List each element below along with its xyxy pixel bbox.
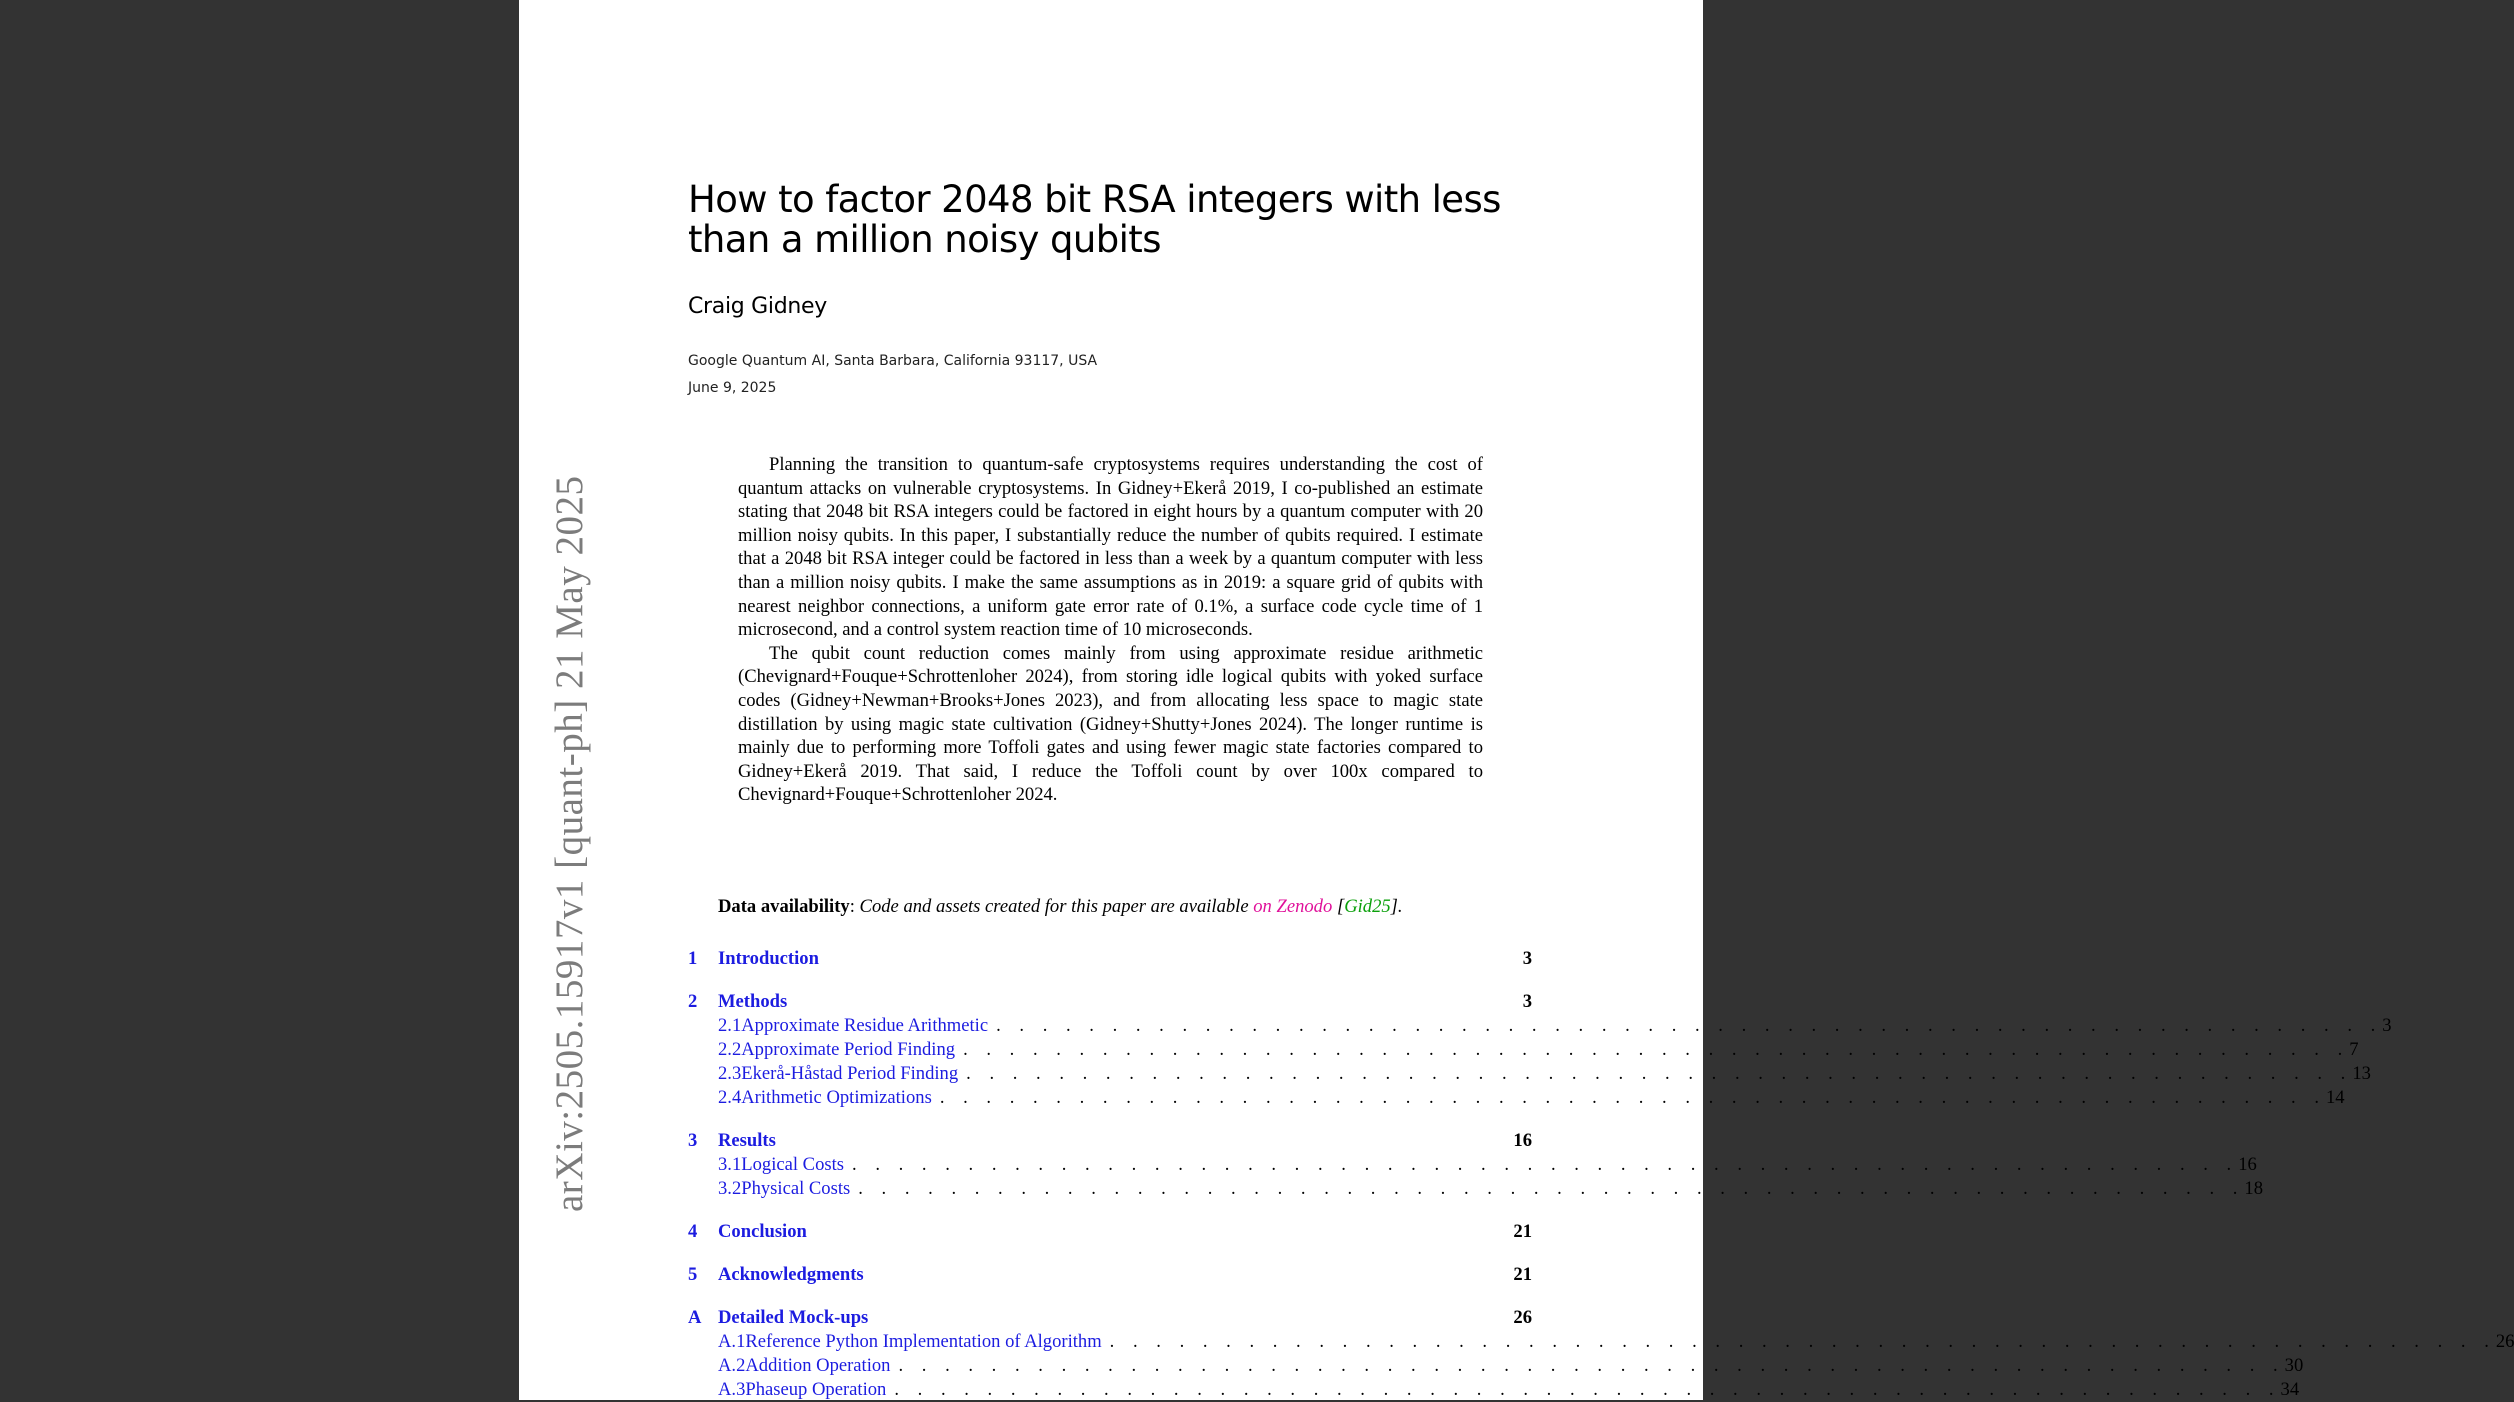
toc-subsection[interactable] [688, 1086, 2345, 1110]
toc-leader-dots: . . . . . . . . . . . . . . . . . . . . . . . . . . . . . . . . . . . . . . . . . . . . . . . . . . . . . . . . . . . . [852, 1154, 2239, 1175]
toc-section[interactable] [688, 1306, 1532, 1330]
toc-subsection-link[interactable]: Reference Python Implementation of Algorithm [745, 1331, 1102, 1352]
table-of-contents [688, 947, 2514, 1402]
data-availability-colon: : [849, 896, 855, 917]
toc-section-number: 2 [688, 991, 698, 1012]
toc-section-page: 21 [1513, 1264, 1532, 1285]
toc-subsection-number: 2.2 [718, 1039, 742, 1060]
toc-section[interactable] [688, 947, 1532, 971]
citation-link[interactable]: Gid25 [1344, 896, 1391, 917]
abstract-paragraph: The qubit count reduction comes mainly from using approximate residue arithmetic (Chevignard+Fouque+Schrottenloher 2024), from storing idle logical qubits with yoked surface codes (Gidney+Newman+Brooks+Jones 2023), and from allocating less space to magic state distillation by using magic state cultivation (Gidney+Shutty+Jones 2024). The longer runtime is mainly due to performing more Toffoli gates and using fewer magic state factories compared to Gidney+Ekerå 2019. That said, I reduce the Toffoli count by over 100x compared to Chevignard+Fouque+Schrottenloher 2024. [738, 642, 1483, 806]
toc-section[interactable] [688, 990, 1532, 1014]
toc-leader-dots: . . . . . . . . . . . . . . . . . . . . . . . . . . . . . . . . . . . . . . . . . . . . . . . . . . . . . . . . . . . . [1109, 1331, 2496, 1352]
toc-subsection-number: 2.4 [718, 1087, 742, 1108]
toc-subsection[interactable] [688, 1038, 2359, 1062]
toc-subsection-link[interactable]: Ekerå-Håstad Period Finding [741, 1063, 959, 1084]
toc-section-number: 1 [688, 948, 698, 969]
toc-subsection-number: A.2 [718, 1355, 746, 1376]
toc-section-link[interactable]: Methods [718, 991, 788, 1012]
author-name: Craig Gidney [688, 294, 827, 319]
toc-subsection-link[interactable]: Phaseup Operation [745, 1379, 887, 1400]
toc-subsection[interactable] [688, 1177, 2264, 1201]
toc-section-number: 5 [688, 1264, 698, 1285]
toc-subsection-page: 7 [2349, 1039, 2359, 1060]
zenodo-link[interactable]: on Zenodo [1253, 896, 1333, 917]
toc-subsection[interactable] [688, 1378, 2300, 1402]
toc-section-link[interactable]: Conclusion [718, 1221, 807, 1242]
toc-leader-dots: . . . . . . . . . . . . . . . . . . . . . . . . . . . . . . . . . . . . . . . . . . . . . . . . . . . . . . . . . . . . [894, 1379, 2281, 1400]
toc-subsection-page: 18 [2244, 1178, 2264, 1199]
toc-section-page: 21 [1513, 1221, 1532, 1242]
toc-subsection-link[interactable]: Physical Costs [741, 1178, 851, 1199]
toc-subsection-number: 2.3 [718, 1063, 742, 1084]
citation-close-bracket: ]. [1390, 896, 1403, 917]
toc-subsection[interactable] [688, 1062, 2371, 1086]
toc-section-link[interactable]: Acknowledgments [718, 1264, 864, 1285]
toc-leader-dots: . . . . . . . . . . . . . . . . . . . . . . . . . . . . . . . . . . . . . . . . . . . . . . . . . . . . . . . . . . . . [939, 1087, 2326, 1108]
toc-section-page: 3 [1522, 948, 1532, 969]
toc-section-page: 26 [1513, 1307, 1532, 1328]
toc-subsection-page: 3 [2382, 1015, 2392, 1036]
toc-subsection[interactable] [688, 1153, 2257, 1177]
paper-date: June 9, 2025 [688, 380, 777, 396]
toc-subsection-page: 16 [2238, 1154, 2257, 1175]
toc-section[interactable] [688, 1263, 1532, 1287]
toc-subsection-link[interactable]: Logical Costs [741, 1154, 845, 1175]
toc-subsection-page: 30 [2284, 1355, 2304, 1376]
author-affiliation: Google Quantum AI, Santa Barbara, California 93117, USA [688, 353, 1098, 369]
toc-section-number: 4 [688, 1221, 698, 1242]
toc-subsection-link[interactable]: Approximate Residue Arithmetic [741, 1015, 989, 1036]
toc-subsection[interactable] [688, 1354, 2304, 1378]
data-availability [718, 896, 1498, 918]
toc-subsection-page: 13 [2352, 1063, 2371, 1084]
toc-subsection[interactable] [688, 1330, 2514, 1354]
toc-section-link[interactable]: Results [718, 1130, 776, 1151]
toc-section[interactable] [688, 1220, 1532, 1244]
citation-open-bracket: [ [1336, 896, 1345, 917]
toc-leader-dots: . . . . . . . . . . . . . . . . . . . . . . . . . . . . . . . . . . . . . . . . . . . . . . . . . . . . . . . . . . . . [858, 1178, 2245, 1199]
toc-subsection-link[interactable]: Approximate Period Finding [741, 1039, 956, 1060]
toc-subsection-page: 14 [2325, 1087, 2345, 1108]
toc-subsection-number: A.1 [718, 1331, 746, 1352]
toc-subsection-number: A.3 [718, 1379, 746, 1400]
toc-leader-dots: . . . . . . . . . . . . . . . . . . . . . . . . . . . . . . . . . . . . . . . . . . . . . . . . . . . . . . . . . . . . [898, 1355, 2285, 1376]
toc-subsection-number: 3.1 [718, 1154, 742, 1175]
arxiv-stamp: arXiv:2505.15917v1 [quant-ph] 21 May 2025 [548, 475, 591, 1212]
toc-section-page: 3 [1522, 991, 1532, 1012]
toc-subsection-page: 34 [2280, 1379, 2300, 1400]
abstract [738, 453, 1483, 807]
toc-subsection-link[interactable]: Addition Operation [745, 1355, 891, 1376]
toc-leader-dots: . . . . . . . . . . . . . . . . . . . . . . . . . . . . . . . . . . . . . . . . . . . . . . . . . . . . . . . . . . . . [963, 1039, 2350, 1060]
toc-section-page: 16 [1513, 1130, 1532, 1151]
data-availability-text: Code and assets created for this paper are available [859, 896, 1249, 917]
toc-section-link[interactable]: Detailed Mock-ups [718, 1307, 869, 1328]
toc-section[interactable] [688, 1129, 1532, 1153]
data-availability-label: Data availability [718, 896, 850, 917]
toc-leader-dots: . . . . . . . . . . . . . . . . . . . . . . . . . . . . . . . . . . . . . . . . . . . . . . . . . . . . . . . . . . . . [966, 1063, 2353, 1084]
toc-leader-dots: . . . . . . . . . . . . . . . . . . . . . . . . . . . . . . . . . . . . . . . . . . . . . . . . . . . . . . . . . . . . [996, 1015, 2383, 1036]
toc-subsection-link[interactable]: Arithmetic Optimizations [741, 1087, 932, 1108]
paper-title: How to factor 2048 bit RSA integers with less than a million noisy qubits [688, 178, 1501, 261]
toc-subsection-number: 3.2 [718, 1178, 742, 1199]
toc-section-number: 3 [688, 1130, 698, 1151]
toc-subsection[interactable] [688, 1014, 2392, 1038]
toc-subsection-number: 2.1 [718, 1015, 742, 1036]
pdf-page [519, 0, 2514, 1400]
abstract-paragraph: Planning the transition to quantum-safe cryptosystems requires understanding the cost of quantum attacks on vulnerable cryptosystems. In Gidney+Ekerå 2019, I co-published an estimate stating that 2048 bit RSA integers could be factored in eight hours by a quantum computer with 20 million noisy qubits. In this paper, I substantially reduce the number of qubits required. I estimate that a 2048 bit RSA integer could be factored in less than a week by a quantum computer with less than a million noisy qubits. I make the same assumptions as in 2019: a square grid of qubits with nearest neighbor connections, a uniform gate error rate of 0.1%, a surface code cycle time of 1 microsecond, and a control system reaction time of 10 microseconds. [738, 454, 1483, 641]
toc-section-link[interactable]: Introduction [718, 948, 819, 969]
toc-section-number: A [688, 1307, 702, 1328]
toc-subsection-page: 26 [2495, 1331, 2514, 1352]
